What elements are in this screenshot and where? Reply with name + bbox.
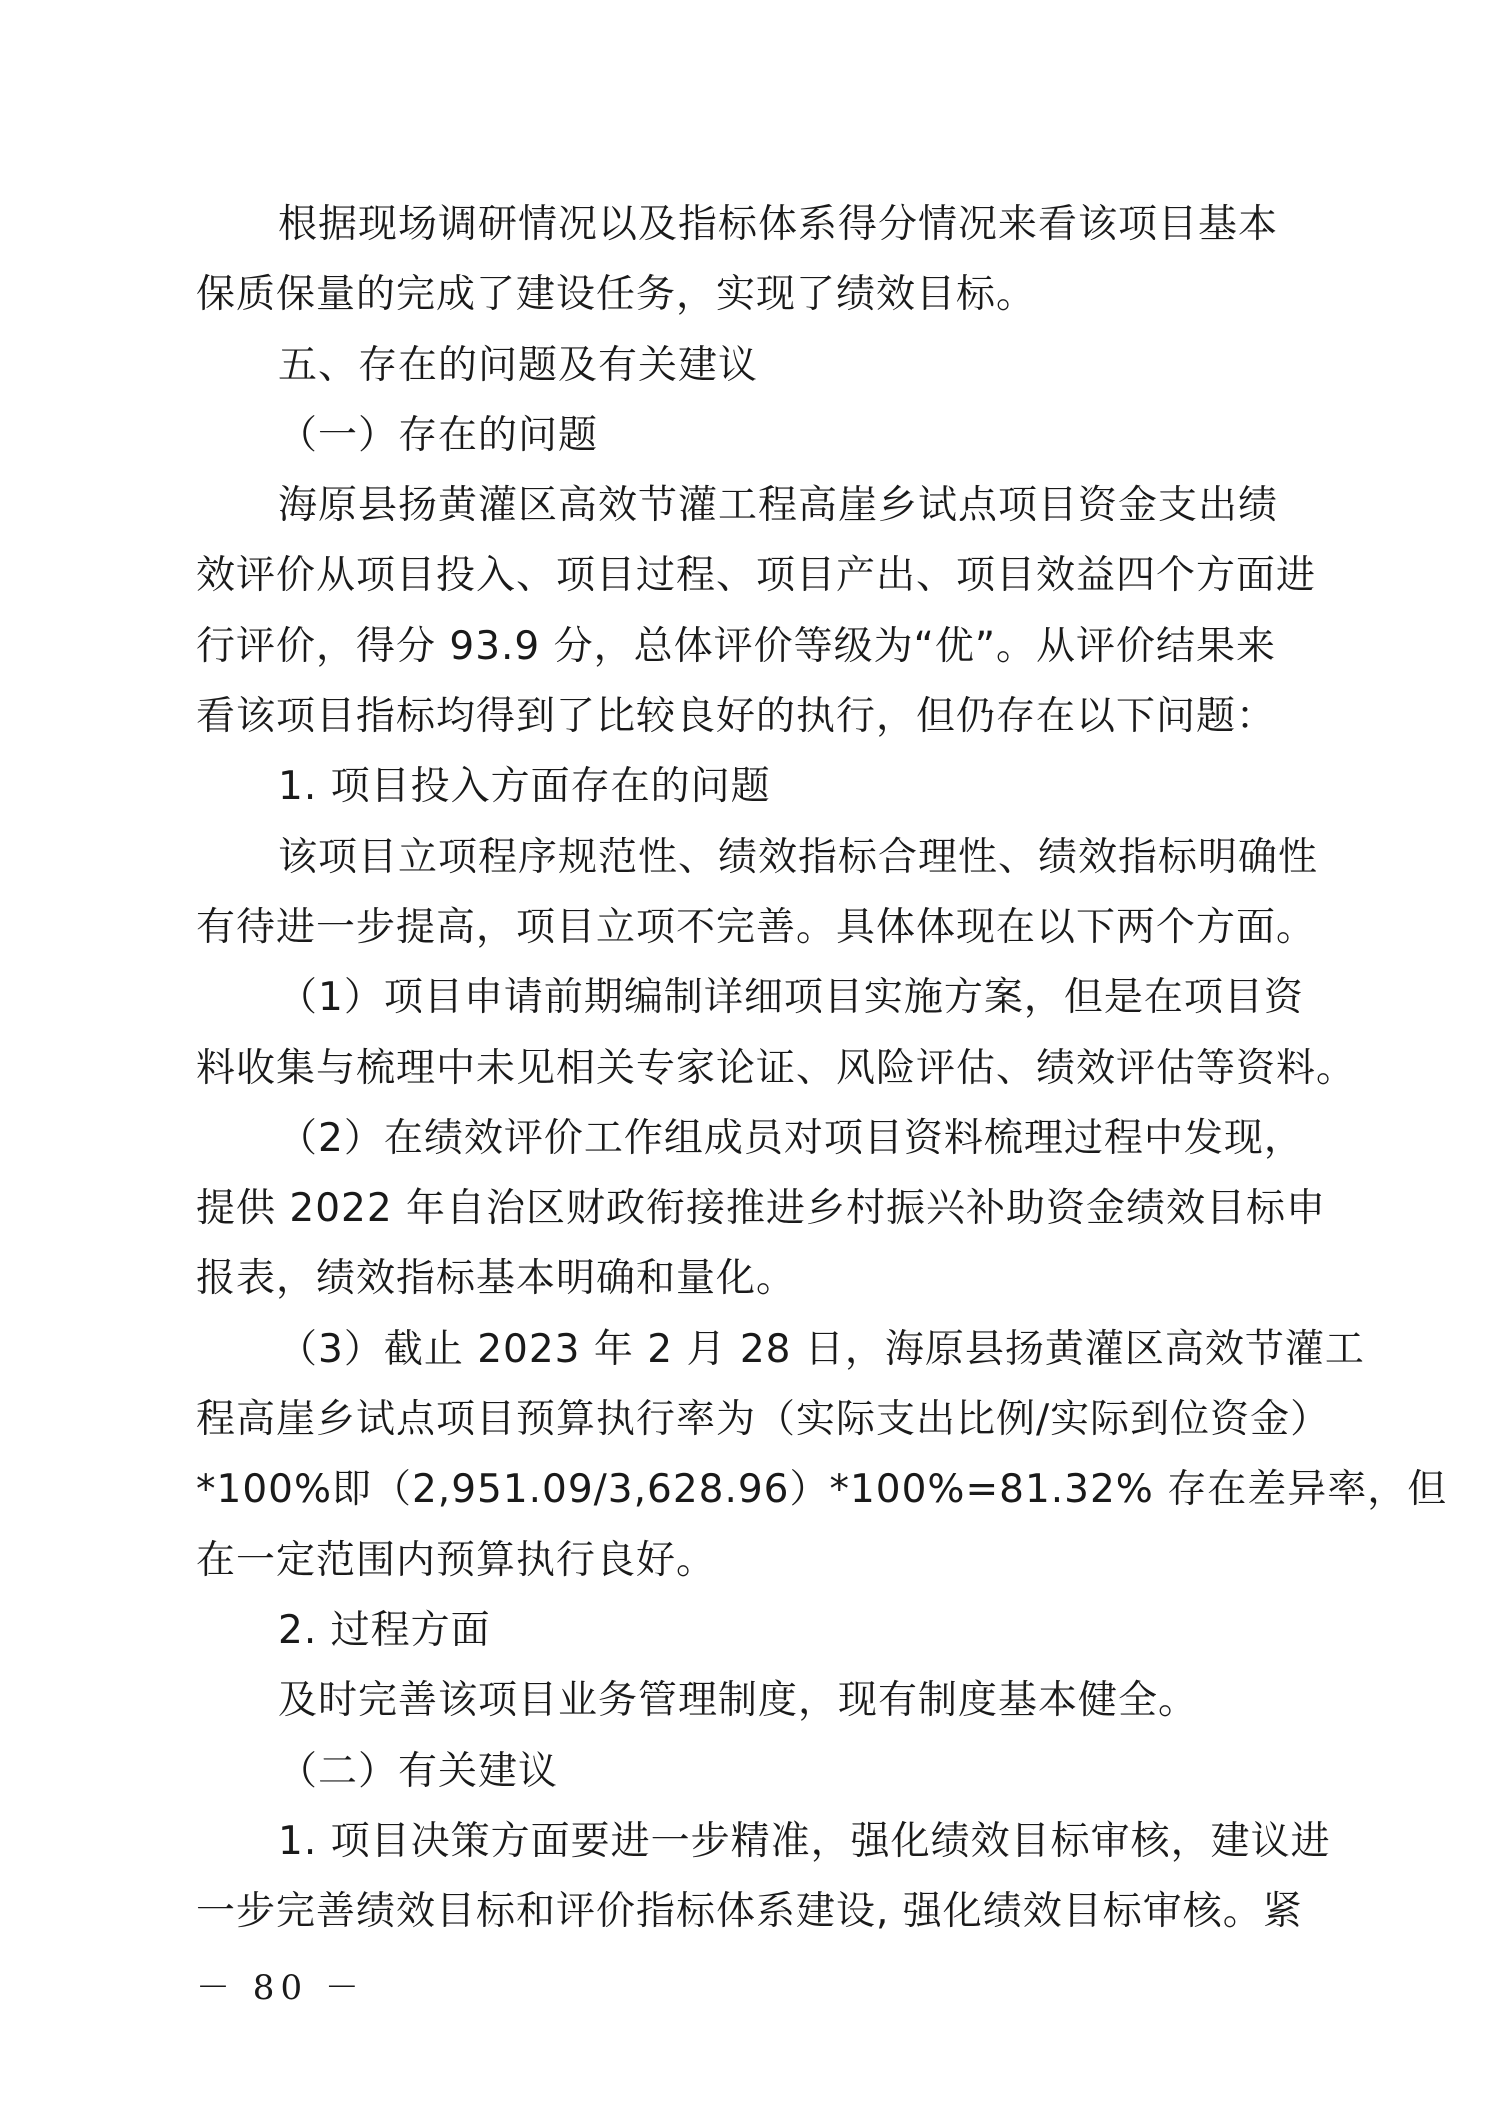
text-line: 及时完善该项目业务管理制度，现有制度基本健全。 <box>278 1678 1199 1724</box>
text-line: 该项目立项程序规范性、绩效指标合理性、绩效指标明确性 <box>278 834 1319 880</box>
text-line: 效评价从项目投入、项目过程、项目产出、项目效益四个方面进 <box>196 553 1317 599</box>
text-line: 1. 项目投入方面存在的问题 <box>278 764 771 810</box>
text-line: 根据现场调研情况以及指标体系得分情况来看该项目基本 <box>278 202 1279 247</box>
text-line: （二）有关建议 <box>278 1748 559 1794</box>
text-line: 保质保量的完成了建设任务，实现了绩效目标。 <box>196 272 1037 318</box>
page-number: － 80 － <box>196 1968 365 2008</box>
text-line: 在一定范围内预算执行良好。 <box>196 1537 717 1583</box>
text-line: 海原县扬黄灌区高效节灌工程高崖乡试点项目资金支出绩 <box>278 483 1279 529</box>
text-line: 一步完善绩效目标和评价指标体系建设, 强化绩效目标审核。紧 <box>196 1889 1303 1935</box>
text-line: *100%即（2,951.09/3,628.96）*100%=81.32% 存在差异率，但 <box>196 1467 1448 1513</box>
text-line: 提供 2022 年自治区财政衔接推进乡村振兴补助资金绩效目标申 <box>196 1186 1327 1232</box>
text-line: 看该项目指标均得到了比较良好的执行，但仍存在以下问题： <box>196 694 1277 740</box>
text-line: 程高崖乡试点项目预算执行率为（实际支出比例/实际到位资金） <box>196 1397 1331 1443</box>
text-line: （1）项目申请前期编制详细项目实施方案，但是在项目资 <box>278 975 1304 1021</box>
text-line: （一）存在的问题 <box>278 412 599 458</box>
text-line: 报表，绩效指标基本明确和量化。 <box>196 1256 797 1302</box>
text-line: （3）截止 2023 年 2 月 28 日，海原县扬黄灌区高效节灌工 <box>278 1326 1365 1372</box>
text-line: （2）在绩效评价工作组成员对项目资料梳理过程中发现， <box>278 1115 1304 1161</box>
text-line: 行评价，得分 93.9 分，总体评价等级为“优”。从评价结果来 <box>196 623 1277 669</box>
body-text <box>196 190 1448 1947</box>
text-line: 1. 项目决策方面要进一步精准，强化绩效目标审核，建议进 <box>278 1818 1331 1864</box>
text-line: 2. 过程方面 <box>278 1607 491 1653</box>
text-line: 五、存在的问题及有关建议 <box>278 342 759 388</box>
text-line: 有待进一步提高，项目立项不完善。具体体现在以下两个方面。 <box>196 904 1317 950</box>
text-line: 料收集与梳理中未见相关专家论证、风险评估、绩效评估等资料。 <box>196 1045 1357 1091</box>
